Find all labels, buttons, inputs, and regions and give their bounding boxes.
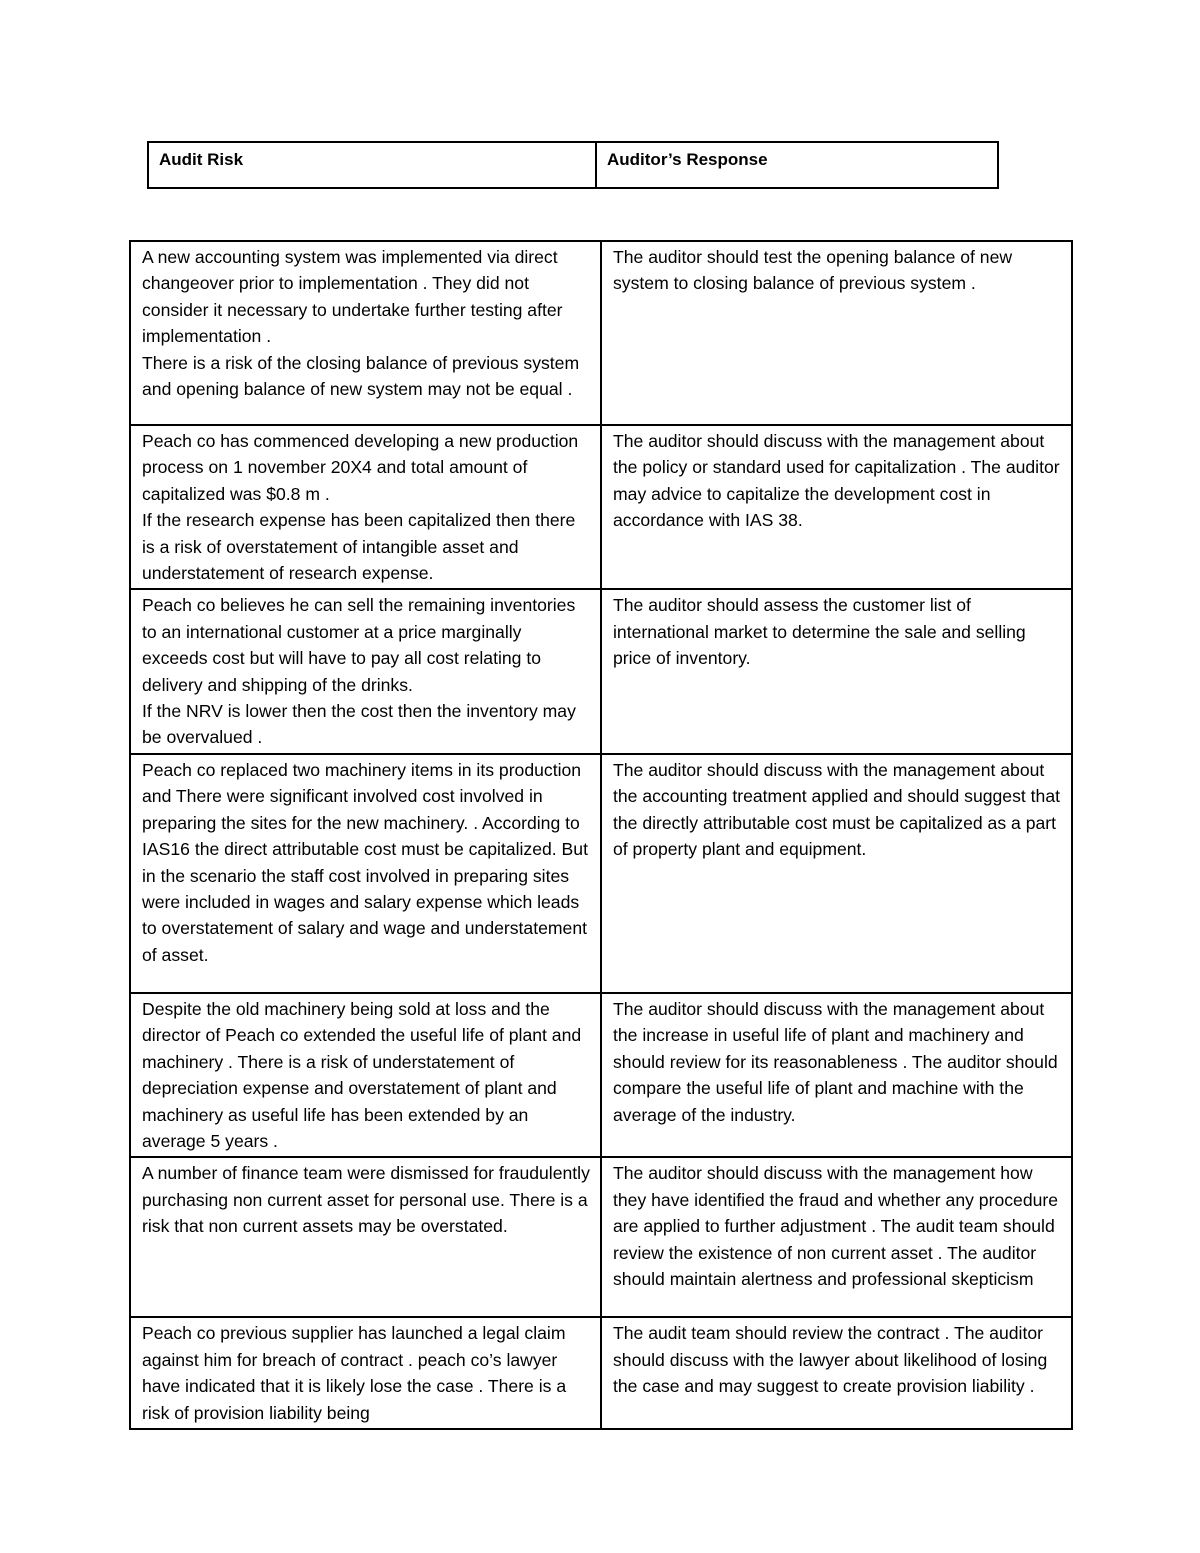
header-audit-risk: Audit Risk bbox=[148, 142, 596, 188]
risk-cell: Despite the old machinery being sold at loss and the director of Peach co extended the useful life of plant and machinery . There is a risk of understatement of depreciation expense and overstatement of plant and machinery as useful life has been extended by an average 5 years . bbox=[130, 993, 601, 1157]
risk-cell: Peach co has commenced developing a new production process on 1 november 20X4 and total amount of capitalized was $0.8 m . If the research expense has been capitalized then there is a risk of overstatement of intangible asset and understatement of research expense. bbox=[130, 425, 601, 589]
response-cell: The auditor should discuss with the management how they have identified the fraud and whether any procedure are applied to further adjustment . The audit team should review the existence of non current asset . The auditor should maintain alertness and professional skepticism bbox=[601, 1157, 1072, 1317]
header-row bbox=[148, 142, 998, 188]
risk-cell: Peach co replaced two machinery items in its production and There were significant involved cost involved in preparing the sites for the new machinery. . According to IAS16 the direct attributable cost must be capitalized. But in the scenario the staff cost involved in preparing sites were included in wages and salary expense which leads to overstatement of salary and wage and understatement of asset. bbox=[130, 754, 601, 993]
table-row bbox=[130, 1157, 1072, 1317]
risk-cell: Peach co previous supplier has launched a legal claim against him for breach of contract . peach co’s lawyer have indicated that it is likely lose the case . There is a risk of provision liability being bbox=[130, 1317, 601, 1429]
risk-cell: Peach co believes he can sell the remaining inventories to an international customer at a price marginally exceeds cost but will have to pay all cost relating to delivery and shipping of the drinks. If the NRV is lower then the cost then the inventory may be overvalued . bbox=[130, 589, 601, 753]
table-row bbox=[130, 1317, 1072, 1429]
response-cell: The audit team should review the contract . The auditor should discuss with the lawyer about likelihood of losing the case and may suggest to create provision liability . bbox=[601, 1317, 1072, 1429]
response-cell: The auditor should discuss with the management about the increase in useful life of plant and machinery and should review for its reasonableness . The auditor should compare the useful life of plant and machine with the average of the industry. bbox=[601, 993, 1072, 1157]
header-table bbox=[147, 141, 999, 189]
table-row bbox=[130, 589, 1072, 753]
response-cell: The auditor should assess the customer list of international market to determine the sale and selling price of inventory. bbox=[601, 589, 1072, 753]
header-auditor-response: Auditor’s Response bbox=[596, 142, 998, 188]
table-row bbox=[130, 993, 1072, 1157]
risk-cell: A new accounting system was implemented via direct changeover prior to implementation . They did not consider it necessary to undertake further testing after implementation . There is a risk of the closing balance of previous system and opening balance of new system may not be equal . bbox=[130, 241, 601, 425]
table-row bbox=[130, 754, 1072, 993]
response-cell: The auditor should discuss with the management about the accounting treatment applied and should suggest that the directly attributable cost must be capitalized as a part of property plant and equipment. bbox=[601, 754, 1072, 993]
table-row bbox=[130, 241, 1072, 425]
risk-response-table bbox=[129, 240, 1073, 1430]
response-cell: The auditor should test the opening balance of new system to closing balance of previous system . bbox=[601, 241, 1072, 425]
table-row bbox=[130, 425, 1072, 589]
response-cell: The auditor should discuss with the management about the policy or standard used for capitalization . The auditor may advice to capitalize the development cost in accordance with IAS 38. bbox=[601, 425, 1072, 589]
risk-cell: A number of finance team were dismissed for fraudulently purchasing non current asset for personal use. There is a risk that non current assets may be overstated. bbox=[130, 1157, 601, 1317]
